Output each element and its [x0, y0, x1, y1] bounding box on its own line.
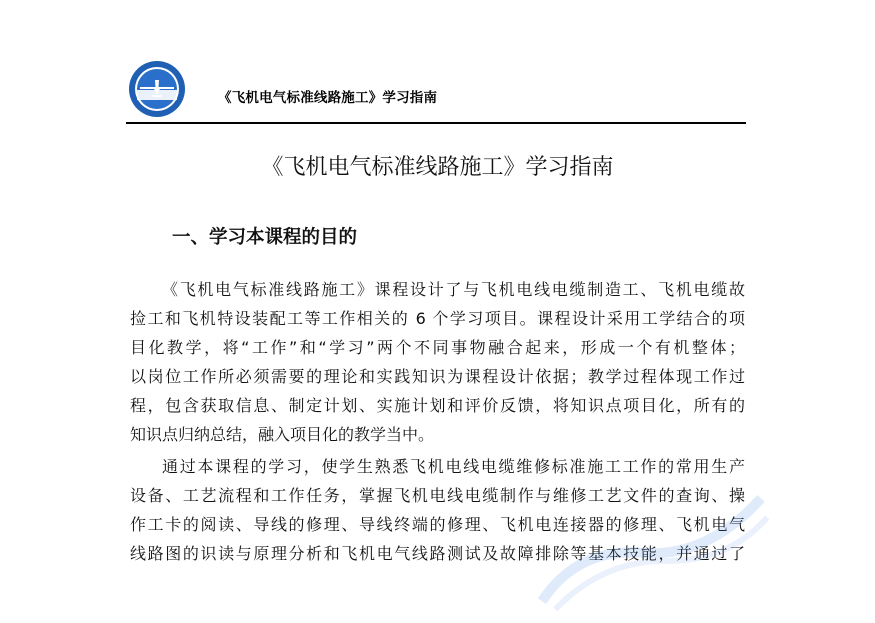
document-title: 《飞机电气标准线路施工》学习指南: [261, 155, 614, 180]
page-header: [126, 60, 746, 124]
paragraph-course-purpose: [130, 275, 745, 449]
paragraph-line: 以岗位工作所必须需要的理论和实践知识为课程设计依据；教学过程体现工作过: [130, 367, 745, 386]
paragraph-line: 《飞机电气标准线路施工》课程设计了与飞机电线电缆制造工、飞机电缆故: [162, 280, 745, 299]
header-title: 《飞机电气标准线路施工》学习指南: [218, 90, 438, 106]
school-seal-airplane-icon: [128, 60, 186, 118]
paragraph-line: 设备、工艺流程和工作任务，掌握飞机电线电缆制作与维修工艺文件的查询、操: [130, 486, 745, 505]
paragraph-line: 知识点归纳总结，融入项目化的教学当中。: [130, 425, 435, 444]
paragraph-line: 通过本课程的学习，使学生熟悉飞机电线电缆维修标准施工工作的常用生产: [162, 457, 745, 476]
paragraph-line: 程，包含获取信息、制定计划、实施计划和评价反馈，将知识点项目化，所有的: [130, 396, 745, 415]
paragraph-learning-outcomes: [130, 452, 745, 568]
paragraph-line: 作工卡的阅读、导线的修理、导线终端的修理、飞机电连接器的修理、飞机电气: [130, 515, 745, 534]
section-heading: 一、学习本课程的目的: [172, 227, 358, 248]
paragraph-line: 目化教学，将“工作”和“学习”两个不同事物融合起来，形成一个有机整体；: [130, 338, 745, 357]
paragraph-line: 线路图的识读与原理分析和飞机电气线路测试及故障排除等基本技能，并通过了: [130, 544, 745, 563]
paragraph-line: 捡工和飞机特设装配工等工作相关的 6 个学习项目。课程设计采用工学结合的项: [130, 309, 745, 328]
